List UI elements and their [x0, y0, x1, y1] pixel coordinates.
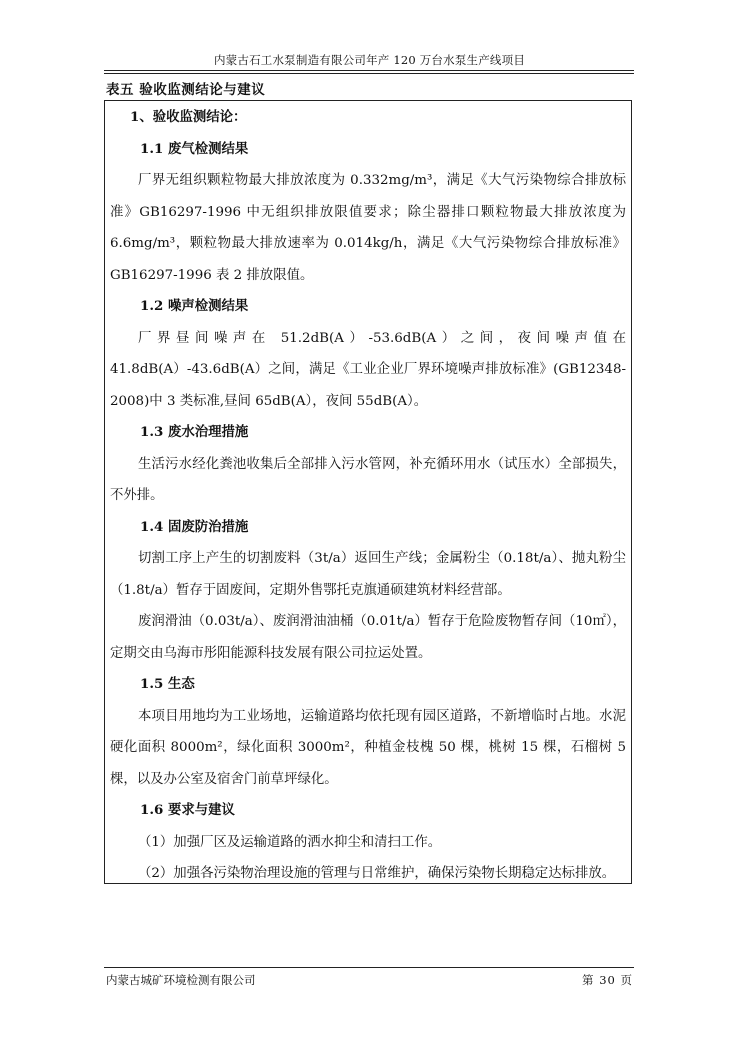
paragraph-ecology: 本项目用地均为工业场地，运输道路均依托现有园区道路，不新增临时占地。水泥硬化面积 8000m²，绿化面积 3000m²，种植金枝槐 50 棵，桃树 15 棵，石榴树 5 棵，以及办公室及宿舍门前草坪绿化。: [110, 708, 626, 787]
document-header-title: 内蒙古石工水泵制造有限公司年产 120 万台水泵生产线项目: [213, 53, 526, 67]
paragraph-noise: 厂界昼间噪声在 51.2dB(A）-53.6dB(A）之间，夜间噪声值在 41.8dB(A）-43.6dB(A）之间，满足《工业企业厂界环境噪声排放标准》(GB12348-2008)中 3 类标准,昼间 65dB(A），夜间 55dB(A）。: [110, 330, 626, 409]
footer-page-number: 第 30 页: [582, 973, 633, 987]
section-title: 表五 验收监测结论与建议: [106, 82, 266, 98]
footer-company: 内蒙古城矿环境检测有限公司: [106, 973, 256, 987]
header-rule-top: [104, 70, 634, 71]
subsection-title-exhaust: 1.1 废气检测结果: [140, 140, 249, 157]
subsection-title-ecology: 1.5 生态: [140, 676, 195, 692]
paragraph-solid-waste-1: 切割工序上产生的切割废料（3t/a）返回生产线；金属粉尘（0.18t/a）、抛丸粉尘（1.8t/a）暂存于固废间，定期外售鄂托克旗通硕建筑材料经营部。: [110, 551, 626, 598]
paragraph-exhaust: 厂界无组织颗粒物最大排放浓度为 0.332mg/m³，满足《大气污染物综合排放标准》GB16297-1996 中无组织排放限值要求；除尘器排口颗粒物最大排放浓度为 6.6mg/m³，颗粒物最大排放速率为 0.014kg/h，满足《大气污染物综合排放标准》GB16297-1996 表 2 排放限值。: [110, 173, 626, 283]
recommendation-item-2: （2）加强各污染物治理设施的管理与日常维护，确保污染物长期稳定达标排放。: [138, 866, 616, 881]
conclusion-heading: 1、验收监测结论：: [130, 109, 247, 125]
subsection-title-noise: 1.2 噪声检测结果: [140, 298, 249, 314]
header-rule-bottom: [104, 73, 634, 74]
footer-rule: [104, 967, 634, 968]
subsection-title-recommendations: 1.6 要求与建议: [140, 802, 235, 818]
subsection-title-solid-waste: 1.4 固废防治措施: [140, 518, 249, 535]
paragraph-solid-waste-2: 废润滑油（0.03t/a）、废润滑油油桶（0.01t/a）暂存于危险废物暂存间（10㎡），定期交由乌海市彤阳能源科技发展有限公司拉运处置。: [110, 614, 626, 661]
paragraph-wastewater: 生活污水经化粪池收集后全部排入污水管网，补充循环用水（试压水）全部损失，不外排。: [110, 456, 626, 503]
content-body: [110, 102, 626, 890]
subsection-title-wastewater: 1.3 废水治理措施: [140, 424, 249, 440]
recommendation-item-1: （1）加强厂区及运输道路的洒水抑尘和清扫工作。: [138, 834, 442, 850]
